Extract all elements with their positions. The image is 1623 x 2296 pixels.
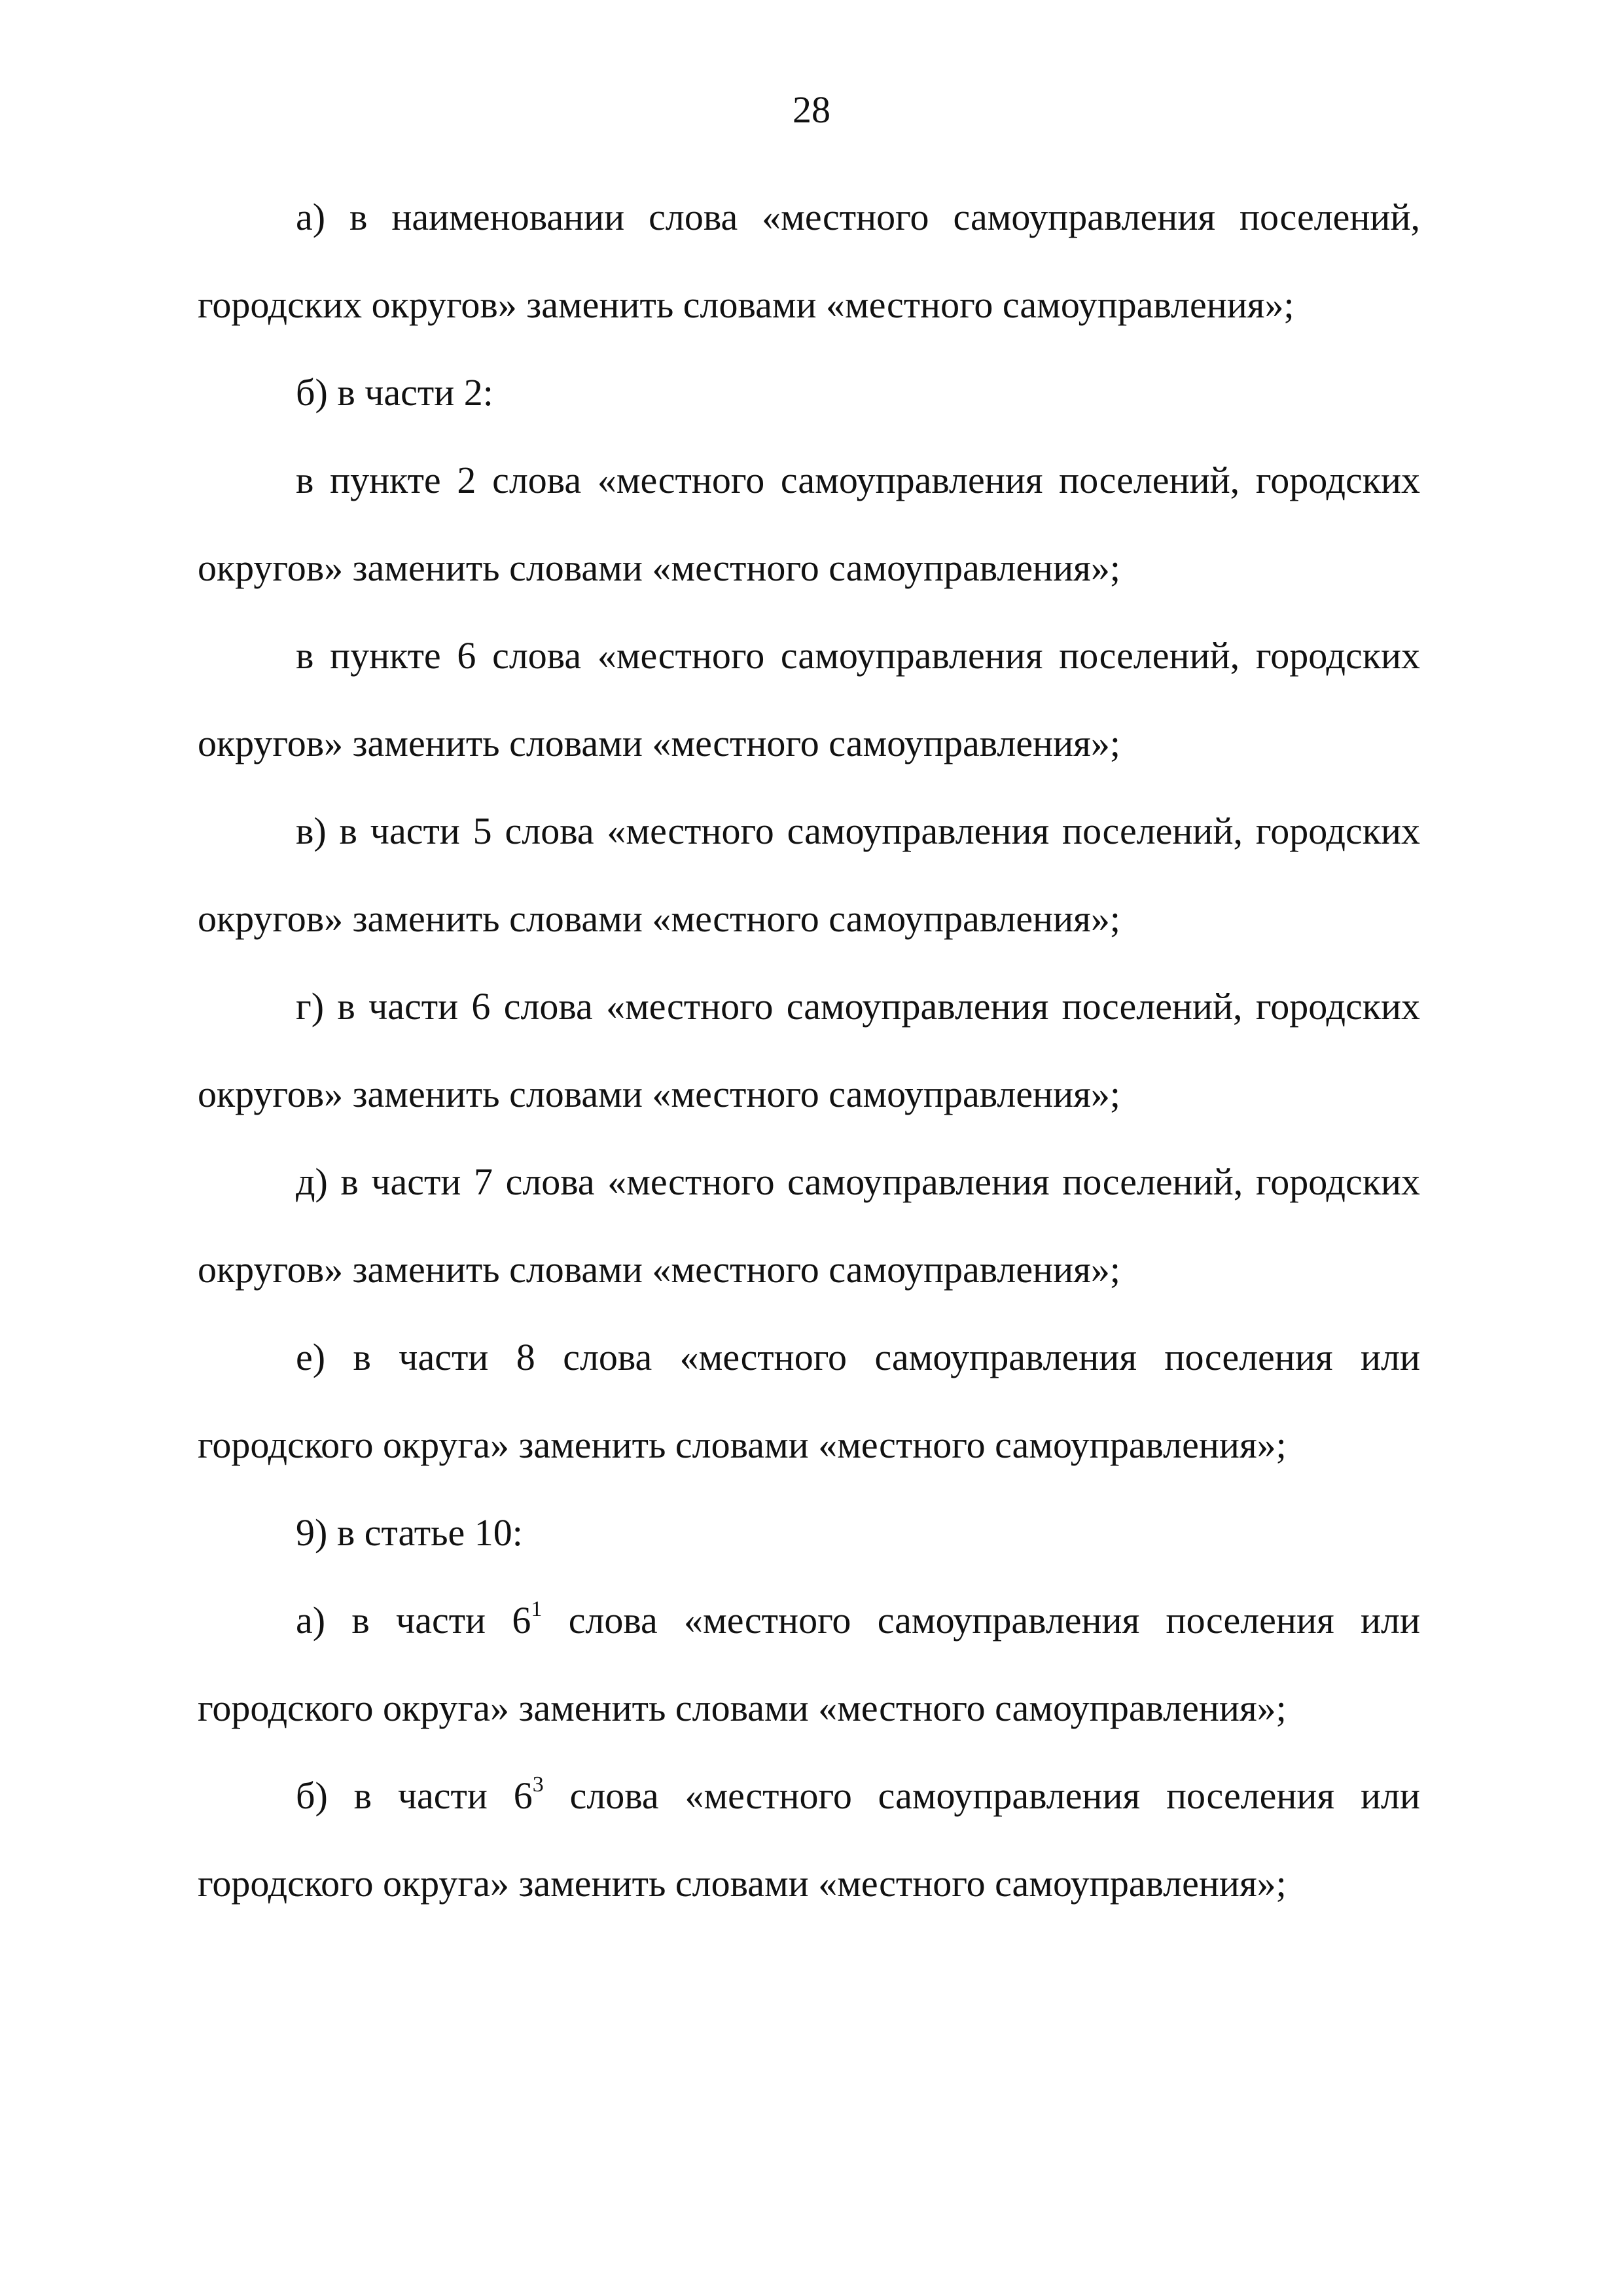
page-number: 28	[793, 88, 830, 131]
paragraph: е) в части 8 слова «местного самоуправления поселения или городского округа» заменить словами «местного самоуправления»;	[198, 1336, 1420, 1466]
paragraph: г) в части 6 слова «местного самоуправления поселений, городских округов» заменить словами «местного самоуправления»;	[198, 985, 1420, 1115]
paragraph: в пункте 6 слова «местного самоуправления поселений, городских округов» заменить словами «местного самоуправления»;	[198, 634, 1420, 764]
paragraph: в) в части 5 слова «местного самоуправления поселений, городских округов» заменить словами «местного самоуправления»;	[198, 810, 1420, 940]
paragraph: а) в наименовании слова «местного самоуправления поселений, городских округов» заменить словами «местного самоуправления»;	[198, 196, 1420, 326]
paragraph-with-superscript	[198, 1577, 1420, 1752]
paragraph: в пункте 2 слова «местного самоуправления поселений, городских округов» заменить словами «местного самоуправления»;	[198, 459, 1420, 589]
superscript: 1	[531, 1597, 543, 1621]
paragraph-text-end: слова «местного самоуправления поселения или городского округа» заменить словами «местного самоуправления»;	[198, 1599, 1420, 1729]
paragraph-text-end: слова «местного самоуправления поселения или городского округа» заменить словами «местного самоуправления»;	[198, 1774, 1420, 1905]
document-body	[198, 173, 1420, 1928]
paragraph: б) в части 2:	[296, 371, 493, 414]
paragraph-text-start: а) в части 6	[296, 1599, 531, 1641]
paragraph: д) в части 7 слова «местного самоуправления поселений, городских округов» заменить словами «местного самоуправления»;	[198, 1160, 1420, 1291]
paragraph-text-start: б) в части 6	[296, 1774, 533, 1817]
paragraph-with-superscript	[198, 1752, 1420, 1928]
paragraph: 9) в статье 10:	[296, 1511, 523, 1554]
superscript: 3	[532, 1772, 544, 1797]
